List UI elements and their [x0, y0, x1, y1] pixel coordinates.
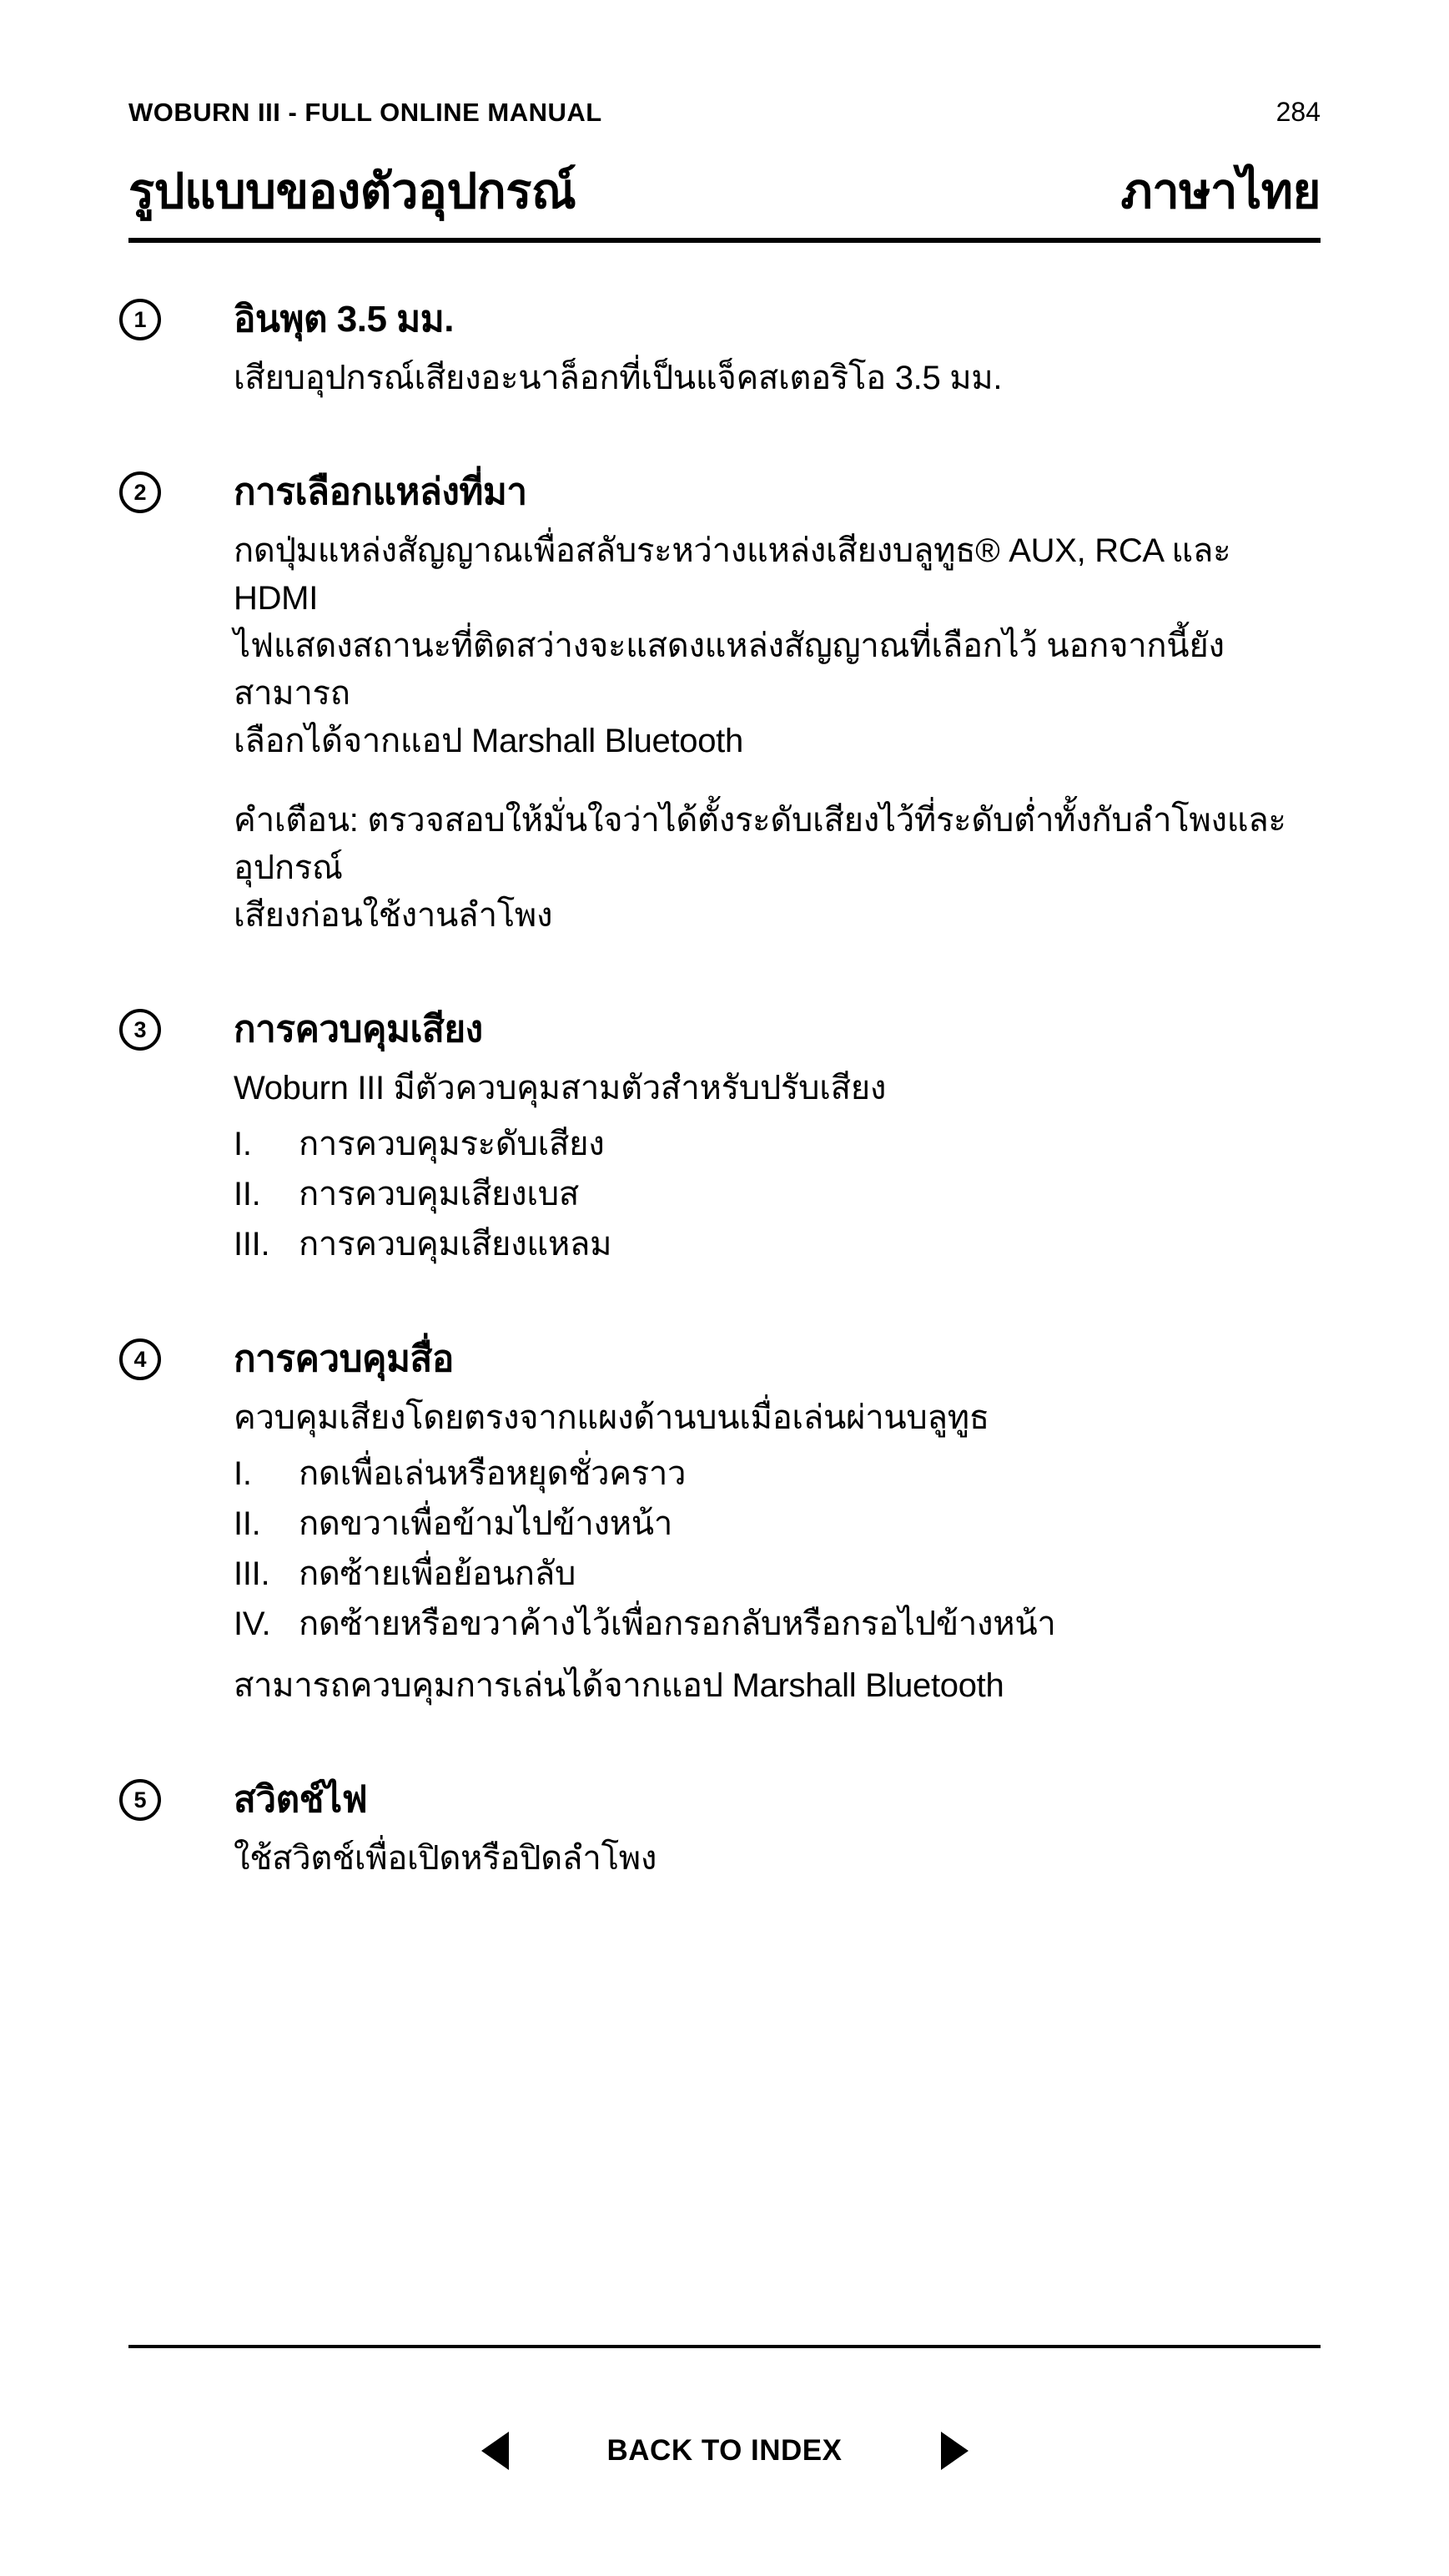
list-item — [234, 1119, 1321, 1169]
left-arrow-icon — [481, 2432, 509, 2470]
header-bar — [128, 0, 1321, 128]
section-paragraph — [234, 1394, 1321, 1442]
page-number: 284 — [1275, 97, 1321, 127]
right-arrow-icon — [941, 2432, 969, 2470]
list-item-text: กดซ้ายหรือขวาค้างไว้เพื่อกรอกลับหรือกรอไปข้างหน้า — [299, 1606, 1056, 1642]
footer-nav — [128, 2432, 1321, 2470]
list-item-numeral: III. — [234, 1555, 270, 1592]
doc-title: WOBURN III - FULL ONLINE MANUAL — [128, 98, 602, 127]
section-text-column — [234, 298, 1321, 402]
list-item-text: การควบคุมเสียงเบส — [299, 1176, 579, 1212]
section-number-badge — [119, 1009, 161, 1051]
paragraph-line: เลือกได้จากแอป Marshall Bluetooth — [234, 723, 743, 759]
list-item-text: กดซ้ายเพื่อย้อนกลับ — [299, 1555, 576, 1592]
paragraph-line: Woburn III มีตัวควบคุมสามตัวสำหรับปรับเสียง — [234, 1070, 887, 1107]
paragraph-line: ใช้สวิตช์เพื่อเปิดหรือปิดลำโพง — [234, 1840, 657, 1877]
section — [128, 1008, 1321, 1269]
prev-page-button[interactable] — [481, 2432, 509, 2470]
section-note: สามารถควบคุมการเล่นได้จากแอป Marshall Bluetooth — [234, 1667, 1004, 1704]
back-to-index-link[interactable]: BACK TO INDEX — [606, 2434, 843, 2467]
footer-divider — [128, 2345, 1321, 2348]
list-item-numeral: III. — [234, 1226, 270, 1263]
section-text-column — [234, 1008, 1321, 1269]
list-item-numeral: IV. — [234, 1606, 271, 1642]
section-number-badge — [119, 1779, 161, 1821]
section-number: 5 — [133, 1787, 147, 1812]
section-paragraph — [234, 355, 1321, 402]
list-item — [234, 1449, 1321, 1499]
language-label: ภาษาไทย — [1120, 164, 1321, 219]
section-title: อินพุต 3.5 มม. — [234, 299, 454, 340]
title-bar — [128, 163, 1321, 221]
section — [128, 471, 1321, 940]
list-item — [234, 1499, 1321, 1549]
section-paragraph — [234, 1835, 1321, 1883]
title-divider — [128, 238, 1321, 243]
paragraph-line: กดปุ่มแหล่งสัญญาณเพื่อสลับระหว่างแหล่งเสียงบลูทูธ® AUX, RCA และ HDMI — [234, 532, 1231, 617]
section-title: การควบคุมสื่อ — [234, 1338, 454, 1379]
paragraph-line: ควบคุมเสียงโดยตรงจากแผงด้านบนเมื่อเล่นผ่านบลูทูธ — [234, 1399, 989, 1436]
paragraph-line: คำเตือน: ตรวจสอบให้มั่นใจว่าได้ตั้งระดับเสียงไว้ที่ระดับต่ำทั้งกับลำโพงและอุปกรณ์ — [234, 802, 1286, 886]
section-number-badge — [119, 471, 161, 513]
list-item-numeral: I. — [234, 1455, 252, 1492]
page-footer — [128, 2345, 1321, 2470]
list-item-text: กดขวาเพื่อข้ามไปข้างหน้า — [299, 1505, 673, 1542]
list-item — [234, 1599, 1321, 1649]
roman-list — [234, 1119, 1321, 1269]
section-title: สวิตช์ไฟ — [234, 1779, 368, 1820]
section-text-column — [234, 1778, 1321, 1883]
section-number: 4 — [133, 1346, 147, 1372]
section-body — [234, 1394, 1321, 1710]
section-number: 3 — [133, 1016, 147, 1042]
section-badge-column — [128, 471, 234, 940]
paragraph-line: ไฟแสดงสถานะที่ติดสว่างจะแสดงแหล่งสัญญาณที่เลือกไว้ นอกจากนี้ยังสามารถ — [234, 628, 1225, 712]
next-page-button[interactable] — [941, 2432, 969, 2470]
section-number: 2 — [133, 479, 147, 505]
roman-list — [234, 1449, 1321, 1649]
section — [128, 1778, 1321, 1883]
section-badge-column — [128, 1338, 234, 1710]
section-badge-column — [128, 1008, 234, 1269]
section — [128, 298, 1321, 402]
page-title: รูปแบบของตัวอุปกรณ์ — [128, 164, 576, 219]
section-badge-column — [128, 1778, 234, 1883]
paragraph-line: เสียงก่อนใช้งานลำโพง — [234, 897, 553, 934]
list-item — [234, 1549, 1321, 1599]
list-item-text: การควบคุมเสียงแหลม — [299, 1226, 612, 1263]
section-body — [234, 527, 1321, 940]
section-number-badge — [119, 299, 161, 340]
section-text-column — [234, 471, 1321, 940]
section-body — [234, 1835, 1321, 1883]
section-title: การควบคุมเสียง — [234, 1009, 483, 1050]
section-text-column — [234, 1338, 1321, 1710]
list-item — [234, 1219, 1321, 1269]
paragraph-line: เสียบอุปกรณ์เสียงอะนาล็อกที่เป็นแจ็คสเตอริโอ 3.5 มม. — [234, 360, 1003, 396]
section-paragraph — [234, 527, 1321, 765]
list-item — [234, 1169, 1321, 1219]
section-body — [234, 355, 1321, 402]
section-paragraph — [234, 1065, 1321, 1112]
list-item-numeral: I. — [234, 1126, 252, 1162]
list-item-numeral: II. — [234, 1176, 261, 1212]
section-title: การเลือกแหล่งที่มา — [234, 471, 527, 512]
list-item-text: การควบคุมระดับเสียง — [299, 1126, 605, 1162]
list-item-numeral: II. — [234, 1505, 261, 1542]
section — [128, 1338, 1321, 1710]
section-number-badge — [119, 1338, 161, 1380]
sections-container — [128, 298, 1321, 1883]
section-paragraph — [234, 797, 1321, 940]
list-item-text: กดเพื่อเล่นหรือหยุดชั่วคราว — [299, 1455, 687, 1492]
section-number: 1 — [133, 306, 147, 332]
section-badge-column — [128, 298, 234, 402]
section-body — [234, 1065, 1321, 1269]
